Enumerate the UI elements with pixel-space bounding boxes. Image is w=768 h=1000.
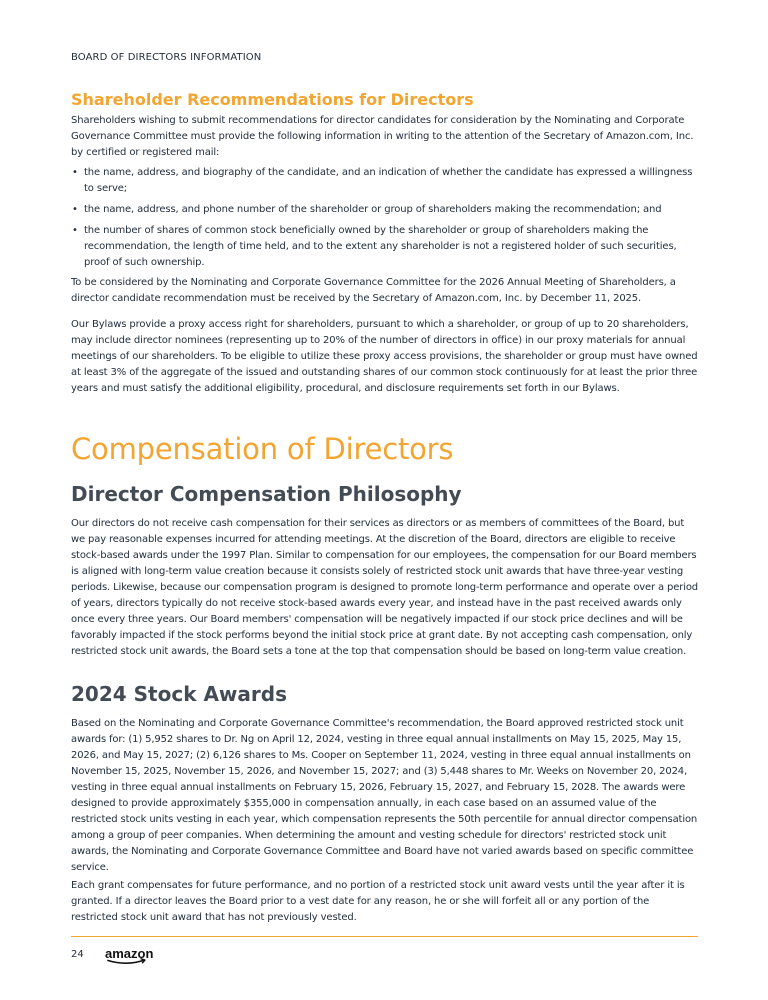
- stock-awards-paragraph: Based on the Nominating and Corporate Governance Committee's recommendation, the Board approved restricted stock unit awards for: (1) 5,952 shares to Dr. Ng on April 12, 2024, vesting in three equal annual installments on May 15, 2025, May 15, 2026, and May 15, 2027; (2) 6,126 shares to Ms. Cooper on September 11, 2024, vesting in three equal annual installments on November 15, 2025, November 15, 2026, and November 15, 2027; and (3) 5,448 shares to Mr. Weeks on November 20, 2024, vesting in three equal annual installments on February 15, 2026, February 15, 2027, and February 15, 2028. The awards were designed to provide approximately $355,000 in compensation annually, in each case based on an assumed value of the restricted stock units vesting in each year, which compensation represents the 50th percentile for annual director compensation among a group of peer companies. When determining the amount and vesting schedule for directors' restricted stock unit awards, the Nominating and Corporate Governance Committee and Board have not varied awards based on specific committee service.: [71, 718, 698, 873]
- compensation-title: Compensation of Directors: [71, 432, 454, 466]
- philosophy-paragraph: Our directors do not receive cash compensation for their services as directors or as members of committees of the Board, but we pay reasonable expenses incurred for attending meetings. At the discretion of the Board, directors are eligible to receive stock-based awards under the 1997 Plan. Similar to compensation for our employees, the compensation for our Board members is aligned with long-term value creation because it consists solely of restricted stock unit awards that have three-year vesting periods. Likewise, because our compensation program is designed to promote long-term performance and operate over a period of years, directors typically do not receive stock-based awards every year, and instead have in the past received awards only once every three years. Our Board members' compensation will be negatively impacted if our stock price declines and will be favorably impacted if the stock performs beyond the initial stock price at grant date. By not accepting cash compensation, only restricted stock unit awards, the Board sets a tone at the top that compensation should be based on long-term value creation.: [71, 518, 699, 657]
- amazon-logo: [104, 946, 164, 966]
- list-item: • the name, address, and phone number of the shareholder or group of shareholders making the recommendation; and: [71, 202, 698, 218]
- recommendation-deadline: To be considered by the Nominating and Corporate Governance Committee for the 2026 Annual Meeting of Shareholders, a director candidate recommendation must be received by the Secretary of Amazon.com, Inc. by December 11, 2025.: [71, 277, 676, 304]
- list-item: • the number of shares of common stock beneficially owned by the shareholder or group of shareholders making the recommendation, the length of time held, and to the extent any shareholder is not a registered holder of such securities, proof of such ownership.: [71, 223, 698, 271]
- section-header-label: BOARD OF DIRECTORS INFORMATION: [71, 52, 262, 63]
- shareholder-recs-list: [71, 165, 698, 276]
- list-item: • the name, address, and biography of the candidate, and an indication of whether the candidate has expressed a willingness to serve;: [71, 165, 698, 197]
- shareholder-recs-heading: Shareholder Recommendations for Directors: [71, 90, 474, 109]
- shareholder-recs-intro: Shareholders wishing to submit recommendations for director candidates for consideration by the Nominating and Corporate Governance Committee must provide the following information in writing to the attention of the Secretary of Amazon.com, Inc. by certified or registered mail:: [71, 115, 694, 158]
- philosophy-heading: Director Compensation Philosophy: [71, 482, 462, 506]
- footer-divider: [71, 936, 698, 937]
- proxy-access-paragraph: Our Bylaws provide a proxy access right for shareholders, pursuant to which a shareholder, or group of up to 20 shareholders, may include director nominees (representing up to 20% of the number of directors in office) in our proxy materials for annual meetings of our shareholders. To be eligible to utilize these proxy access provisions, the shareholder or group must have owned at least 3% of the aggregate of the issued and outstanding shares of our common stock continuously for at least the prior three years and must satisfy the additional eligibility, procedural, and disclosure requirements set forth in our Bylaws.: [71, 319, 698, 394]
- grant-vesting-paragraph: Each grant compensates for future performance, and no portion of a restricted stock unit award vests until the year after it is granted. If a director leaves the Board prior to a vest date for any reason, he or she will forfeit all or any portion of the restricted stock unit award that has not previously vested.: [71, 880, 685, 923]
- amazon-logo-text: amazon: [105, 946, 154, 961]
- page-number: 24: [71, 949, 84, 960]
- stock-awards-heading: 2024 Stock Awards: [71, 682, 287, 706]
